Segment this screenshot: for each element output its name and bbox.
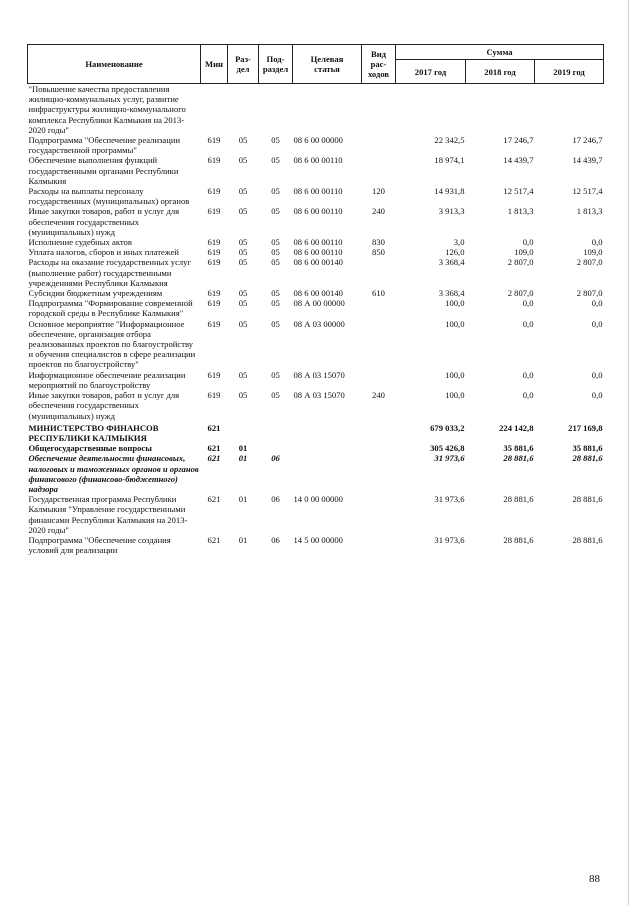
cell-min: 619 xyxy=(207,155,221,166)
cell-name: Расходы на оказание государственных услуг (выполнение работ) государственными учреждениями Республики Калмыкия xyxy=(28,257,191,288)
cell-2018: 28 881,6 xyxy=(503,534,534,545)
cell-2019: 0,0 xyxy=(591,390,603,401)
cell-min: 619 xyxy=(207,369,221,380)
cell-2019: 109,0 xyxy=(583,247,603,258)
cell-2018: 0,0 xyxy=(522,318,534,329)
cell-vid xyxy=(362,535,396,555)
table-header xyxy=(28,45,604,84)
table-row xyxy=(28,298,604,318)
cell-podrazdel: 05 xyxy=(271,318,280,329)
cell-2017: 126,0 xyxy=(445,247,465,258)
cell-name: Основное мероприятие "Информационное обеспечение, организация отбора реализованных проектов по благоустройству и обучения специалистов в сфере реализации проектов по благоустройству" xyxy=(28,318,196,370)
cell-target: 08 6 00 00110 xyxy=(293,237,343,248)
cell-2018: 28 881,6 xyxy=(503,453,534,464)
cell-vid xyxy=(362,453,396,494)
cell-name: Обеспечение выполнения функций государственными органами Республики Калмыкия xyxy=(28,155,179,186)
cell-2017: 22 342,5 xyxy=(434,135,465,146)
cell-2017: 3,0 xyxy=(453,237,465,248)
cell-2019: 2 807,0 xyxy=(576,257,603,268)
cell-2017: 31 973,6 xyxy=(434,494,465,505)
cell-2019: 12 517,4 xyxy=(572,186,603,197)
cell-min: 621 xyxy=(207,534,221,545)
cell-podrazdel: 05 xyxy=(271,257,280,268)
cell-2019: 17 246,7 xyxy=(572,135,603,146)
cell-2018: 12 517,4 xyxy=(503,186,534,197)
header-target: Целевая статья xyxy=(293,45,362,84)
cell-2018: 1 813,3 xyxy=(507,206,534,217)
cell-2018: 28 881,6 xyxy=(503,494,534,505)
cell-2017: 3 368,4 xyxy=(438,257,465,268)
cell-razdel: 05 xyxy=(238,318,248,329)
cell-2017: 31 973,6 xyxy=(434,534,465,545)
cell-2019: 0,0 xyxy=(591,237,603,248)
cell-vid xyxy=(362,319,396,370)
cell-podrazdel: 05 xyxy=(271,369,280,380)
cell-razdel xyxy=(228,421,259,443)
cell-min: 621 xyxy=(207,443,221,454)
cell-razdel: 05 xyxy=(238,390,248,401)
table-row xyxy=(28,390,604,421)
table-row xyxy=(28,84,604,136)
cell-podrazdel: 06 xyxy=(271,453,280,464)
cell-target: 08 6 00 00110 xyxy=(293,186,343,197)
cell-name: "Повышение качества предоставления жилищно-коммунальных услуг, развитие инфраструктуры жилищно-коммунального комплекса Республики Калмыкия на 2013-2020 годы" xyxy=(28,84,186,135)
cell-2018: 35 881,6 xyxy=(503,443,534,454)
cell-vid xyxy=(362,443,396,453)
table-row xyxy=(28,443,604,453)
cell-name: Обеспечение деятельности финансовых, налоговых и таможенных органов и органов финансового (финансово-бюджетного) надзора xyxy=(28,453,199,494)
cell-razdel: 05 xyxy=(238,247,248,258)
header-razdel: Раз- дел xyxy=(228,45,259,84)
cell-2019: 14 439,7 xyxy=(572,155,603,166)
table-row xyxy=(28,186,604,206)
cell-target xyxy=(293,443,362,453)
cell-2019: 35 881,6 xyxy=(572,443,603,454)
cell-target: 08 6 00 00110 xyxy=(293,206,343,217)
page-edge-line xyxy=(628,0,629,905)
cell-name: МИНИСТЕРСТВО ФИНАНСОВ РЕСПУБЛИКИ КАЛМЫКИЯ xyxy=(28,422,159,443)
cell-min: 619 xyxy=(207,186,221,197)
table-row xyxy=(28,135,604,155)
table-row xyxy=(28,206,604,237)
cell-min: 619 xyxy=(207,206,221,217)
cell-razdel: 05 xyxy=(238,206,248,217)
cell-vid xyxy=(362,155,396,186)
cell-2018: 0,0 xyxy=(522,369,534,380)
table-row xyxy=(28,535,604,555)
cell-razdel xyxy=(228,84,259,136)
cell-podrazdel: 05 xyxy=(271,186,280,197)
header-name: Наименование xyxy=(28,45,201,84)
cell-2019: 2 807,0 xyxy=(576,288,603,299)
table-row xyxy=(28,494,604,535)
cell-2019: 0,0 xyxy=(591,318,603,329)
cell-2017: 14 931,8 xyxy=(434,186,465,197)
cell-target: 08 А 00 00000 xyxy=(293,298,345,309)
cell-min: 619 xyxy=(207,390,221,401)
header-min: Мин xyxy=(201,45,228,84)
header-vid: Вид рас- ходов xyxy=(362,45,396,84)
header-2018: 2018 год xyxy=(466,60,535,84)
cell-2017: 679 033,2 xyxy=(430,422,465,433)
cell-name: Исполнение судебных актов xyxy=(28,237,132,248)
cell-min: 621 xyxy=(207,494,221,505)
table-row xyxy=(28,319,604,370)
cell-min: 621 xyxy=(207,422,221,433)
table-row xyxy=(28,453,604,494)
cell-vid xyxy=(362,84,396,136)
cell-2019 xyxy=(535,84,604,136)
cell-2018: 2 807,0 xyxy=(507,257,534,268)
cell-name: Подпрограмма "Обеспечение создания условий для реализации xyxy=(28,534,171,556)
cell-min: 619 xyxy=(207,135,221,146)
table-row xyxy=(28,370,604,390)
cell-razdel: 05 xyxy=(238,186,248,197)
cell-min: 619 xyxy=(207,298,221,309)
cell-target: 08 А 03 15070 xyxy=(293,369,345,380)
cell-razdel: 05 xyxy=(238,369,248,380)
cell-min: 619 xyxy=(207,237,221,248)
cell-vid: 120 xyxy=(372,186,385,197)
cell-vid: 850 xyxy=(372,247,385,258)
cell-name: Подпрограмма "Обеспечение реализации государственной программы" xyxy=(28,135,181,156)
cell-podrazdel: 05 xyxy=(271,135,280,146)
cell-razdel: 05 xyxy=(238,298,248,309)
cell-podrazdel xyxy=(259,84,293,136)
cell-razdel: 05 xyxy=(238,135,248,146)
header-2017: 2017 год xyxy=(396,60,466,84)
cell-2018: 2 807,0 xyxy=(507,288,534,299)
cell-target xyxy=(293,453,362,494)
cell-2018 xyxy=(466,84,535,136)
cell-2017: 100,0 xyxy=(445,298,465,309)
cell-razdel: 05 xyxy=(238,257,248,268)
cell-min: 619 xyxy=(207,257,221,268)
cell-razdel: 05 xyxy=(238,155,248,166)
cell-2019: 28 881,6 xyxy=(572,453,603,464)
cell-2017 xyxy=(396,84,466,136)
cell-vid: 240 xyxy=(372,390,385,401)
cell-2017: 3 368,4 xyxy=(438,288,465,299)
cell-target: 08 6 00 00140 xyxy=(293,257,343,268)
cell-2019: 28 881,6 xyxy=(572,494,603,505)
cell-2019: 1 813,3 xyxy=(576,206,603,217)
cell-2017: 305 426,8 xyxy=(430,443,465,454)
budget-table xyxy=(27,44,604,555)
cell-podrazdel: 05 xyxy=(271,237,280,248)
cell-2018: 109,0 xyxy=(514,247,534,258)
cell-2017: 100,0 xyxy=(445,390,465,401)
cell-2018: 224 142,8 xyxy=(499,422,534,433)
cell-2017: 100,0 xyxy=(445,318,465,329)
cell-min: 619 xyxy=(207,318,221,329)
cell-vid xyxy=(362,370,396,390)
cell-2018: 14 439,7 xyxy=(503,155,534,166)
cell-2019: 0,0 xyxy=(591,298,603,309)
cell-podrazdel: 05 xyxy=(271,390,280,401)
cell-2018: 0,0 xyxy=(522,298,534,309)
cell-2018: 0,0 xyxy=(522,390,534,401)
cell-vid xyxy=(362,257,396,288)
cell-podrazdel: 05 xyxy=(271,155,280,166)
cell-2017: 18 974,1 xyxy=(434,155,465,166)
cell-podrazdel: 05 xyxy=(271,298,280,309)
cell-target: 08 А 03 00000 xyxy=(293,318,345,329)
cell-target: 14 5 00 00000 xyxy=(293,534,343,545)
cell-vid xyxy=(362,298,396,318)
cell-podrazdel: 06 xyxy=(271,494,280,505)
cell-2017: 31 973,6 xyxy=(434,453,465,464)
cell-min: 621 xyxy=(207,453,221,464)
cell-razdel: 01 xyxy=(238,453,248,464)
page-number: 88 xyxy=(589,873,600,885)
header-sum: Сумма xyxy=(396,45,604,60)
cell-podrazdel: 05 xyxy=(271,206,280,217)
cell-min: 619 xyxy=(207,247,221,258)
table-row xyxy=(28,247,604,257)
header-2019: 2019 год xyxy=(535,60,604,84)
cell-2018: 0,0 xyxy=(522,237,534,248)
cell-target: 08 6 00 00000 xyxy=(293,135,343,146)
cell-name: Общегосударственные вопросы xyxy=(28,443,152,454)
cell-podrazdel: 05 xyxy=(271,247,280,258)
cell-2019: 28 881,6 xyxy=(572,534,603,545)
cell-name: Информационное обеспечение реализации мероприятий по благоустройству xyxy=(28,369,186,390)
cell-razdel: 05 xyxy=(238,237,248,248)
table-row xyxy=(28,155,604,186)
cell-2019: 0,0 xyxy=(591,369,603,380)
header-podrazdel: Под- раздел xyxy=(259,45,293,84)
cell-target xyxy=(293,421,362,443)
cell-razdel: 01 xyxy=(238,494,248,505)
table-row xyxy=(28,288,604,298)
cell-2017: 100,0 xyxy=(445,369,465,380)
cell-vid xyxy=(362,421,396,443)
cell-target: 08 А 03 15070 xyxy=(293,390,345,401)
cell-min xyxy=(201,84,228,136)
cell-target: 08 6 00 00110 xyxy=(293,247,343,258)
cell-podrazdel: 06 xyxy=(271,534,280,545)
cell-2018: 17 246,7 xyxy=(503,135,534,146)
cell-name: Подпрограмма "Формирование современной городской среды в Республике Калмыкия" xyxy=(28,298,193,319)
cell-podrazdel xyxy=(259,443,293,453)
cell-2017: 3 913,3 xyxy=(438,206,465,217)
cell-vid xyxy=(362,135,396,155)
cell-name: Уплата налогов, сборов и иных платежей xyxy=(28,247,180,258)
cell-name: Субсидии бюджетным учреждениям xyxy=(28,288,163,299)
cell-target: 08 6 00 00110 xyxy=(293,155,343,166)
table-row xyxy=(28,257,604,288)
cell-target: 08 6 00 00140 xyxy=(293,288,343,299)
cell-vid: 610 xyxy=(372,288,385,299)
cell-target: 14 0 00 00000 xyxy=(293,494,343,505)
cell-vid: 240 xyxy=(372,206,385,217)
cell-vid: 830 xyxy=(372,237,385,248)
cell-razdel: 01 xyxy=(238,534,248,545)
cell-podrazdel xyxy=(259,421,293,443)
cell-razdel: 05 xyxy=(238,288,248,299)
cell-name: Иные закупки товаров, работ и услуг для обеспечения государственных (муниципальных) нужд xyxy=(28,390,180,421)
cell-min: 619 xyxy=(207,288,221,299)
table-row xyxy=(28,421,604,443)
cell-podrazdel: 05 xyxy=(271,288,280,299)
cell-name: Государственная программа Республики Калмыкия "Управление государственными финансами Республики Калмыкия на 2013-2020 годы" xyxy=(28,494,188,535)
table-body xyxy=(28,84,604,556)
cell-name: Иные закупки товаров, работ и услуг для обеспечения государственных (муниципальных) нужд xyxy=(28,206,180,237)
table-row xyxy=(28,237,604,247)
cell-2019: 217 169,8 xyxy=(568,422,603,433)
cell-razdel: 01 xyxy=(238,443,248,454)
cell-target xyxy=(293,84,362,136)
cell-name: Расходы на выплаты персоналу государственных (муниципальных) органов xyxy=(28,186,190,207)
cell-vid xyxy=(362,494,396,535)
